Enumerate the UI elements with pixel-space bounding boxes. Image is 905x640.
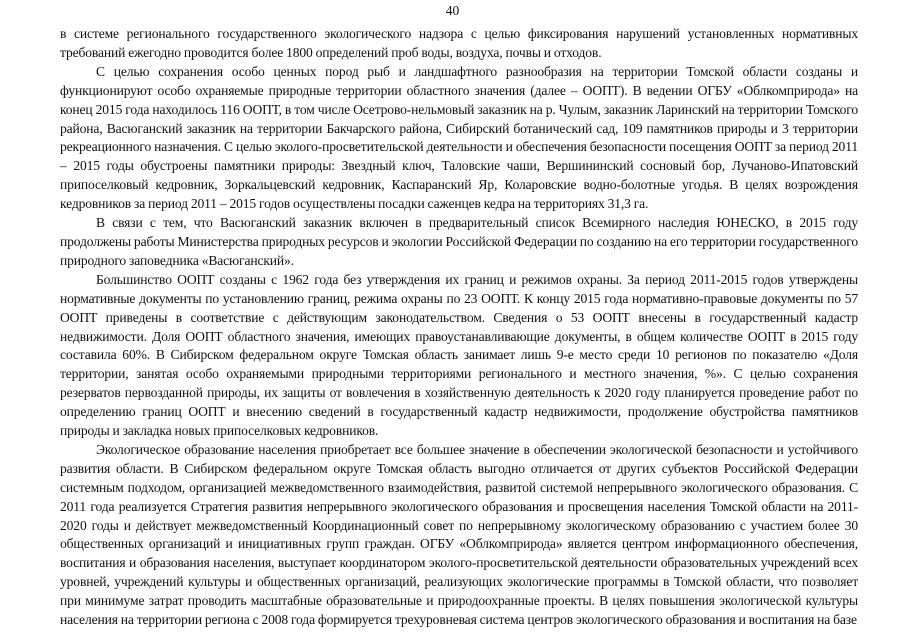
paragraph-oopt-boundaries: Большинство ООПТ созданы с 1962 года без утверждения их границ и режимов охраны. За период 2011-2015 годов утверждены нормативные документы по установлению границ, режима охраны по 23 ООПТ. К концу 2015 года нормативно-правовые документы по 57 ООПТ приведены в соответствие с действующим законодательством. Сведения о 53 ООПТ внесены в государственный кадастр недвижимости. Доля ООПТ областного значения, имеющих правоустанавливающие документы, в общем количестве ООПТ в 2015 году составила 60%. В Сибирском федеральном округе Томская область занимает лишь 9-е место среди 10 регионов по показателю «Доля территории, занятая особо охраняемыми природными территориями регионального и местного значения, %». С целью сохранения резерватов первозданной природы, их защиты от вовлечения в хозяйственную деятельность к 2020 году планируется проведение работ по определению границ ООПТ и внесению сведений в государственный кадастр недвижимости, продолжение обустройства памятников природы и закладка новых припоселковых кедровников. (60, 271, 858, 439)
document-body (60, 25, 858, 630)
paragraph-protected-areas: С целью сохранения особо ценных пород рыб и ландшафтного разнообразия на территории Томской области созданы и функционируют особо охраняемые природные территории областного значения (далее – ООПТ). В ведении ОГБУ «Облкомприрода» на конец 2015 года находилось 116 ООПТ, в том числе Осетрово-нельмовый заказник на р. Чулым, заказник Ларинский на территории Томского района, Васюганский заказник на территории Бакчарского района, Сибирский ботанический сад, 109 памятников природы и 3 территории рекреационного назначения. С целью эколого-просветительской деятельности и обеспечения безопасности посещения ООПТ за период 2011 – 2015 годы обустроены памятники природы: Звездный ключ, Таловские чаши, Вершининский сосновый бор, Лучаново-Ипатовский припоселковый кедровник, Зоркальцевский кедровник, Каспаранский Яр, Коларовские водно-болотные угодья. В целях возрождения кедровников за период 2011 – 2015 годов осуществлены посадки саженцев кедра на территориях 31,3 га. (60, 63, 858, 212)
paragraph-vasyugan-unesco: В связи с тем, что Васюганский заказник включен в предварительный список Всемирного наследия ЮНЕСКО, в 2015 году продолжены работы Министерства природных ресурсов и экологии Российской Федерации по созданию на его территории государственного природного заповедника «Васюганский». (60, 215, 858, 268)
paragraph-continuation: в системе регионального государственного экологического надзора с целью фиксирования нарушений установленных нормативных требований ежегодно проводится более 1800 определений проб воды, воздуха, почвы и отходов. (60, 26, 858, 60)
paragraph-ecological-education: Экологическое образование населения приобретает все большее значение в обеспечении экологической безопасности и устойчивого развития области. В Сибирском федеральном округе Томская область выгодно отличается от других субъектов Российской Федерации системным подходом, организацией межведомственного взаимодействия, развитой системой непрерывного экологического образования. С 2011 года реализуется Стратегия развития непрерывного экологического образования и просвещения населения Томской области на 2011-2020 годы и действует межведомственный Координационный совет по непрерывному экологическому образованию с участием более 30 общественных организаций и инициативных групп граждан. ОГБУ «Облкомприрода» является центром информационного обеспечения, воспитания и образования населения, выступает координатором эколого-просветительской деятельности образовательных учреждений всех уровней, учреждений культуры и общественных организаций, реализующих экологические программы в Томской области, что позволяет при минимуме затрат проводить масштабные образовательные и природоохранные проекты. В целях повышения экологической культуры населения на территории региона с 2008 года формируется трехуровневая система центров экологического образования и воспитания на базе (60, 441, 858, 628)
page-number: 40 (445, 3, 460, 18)
